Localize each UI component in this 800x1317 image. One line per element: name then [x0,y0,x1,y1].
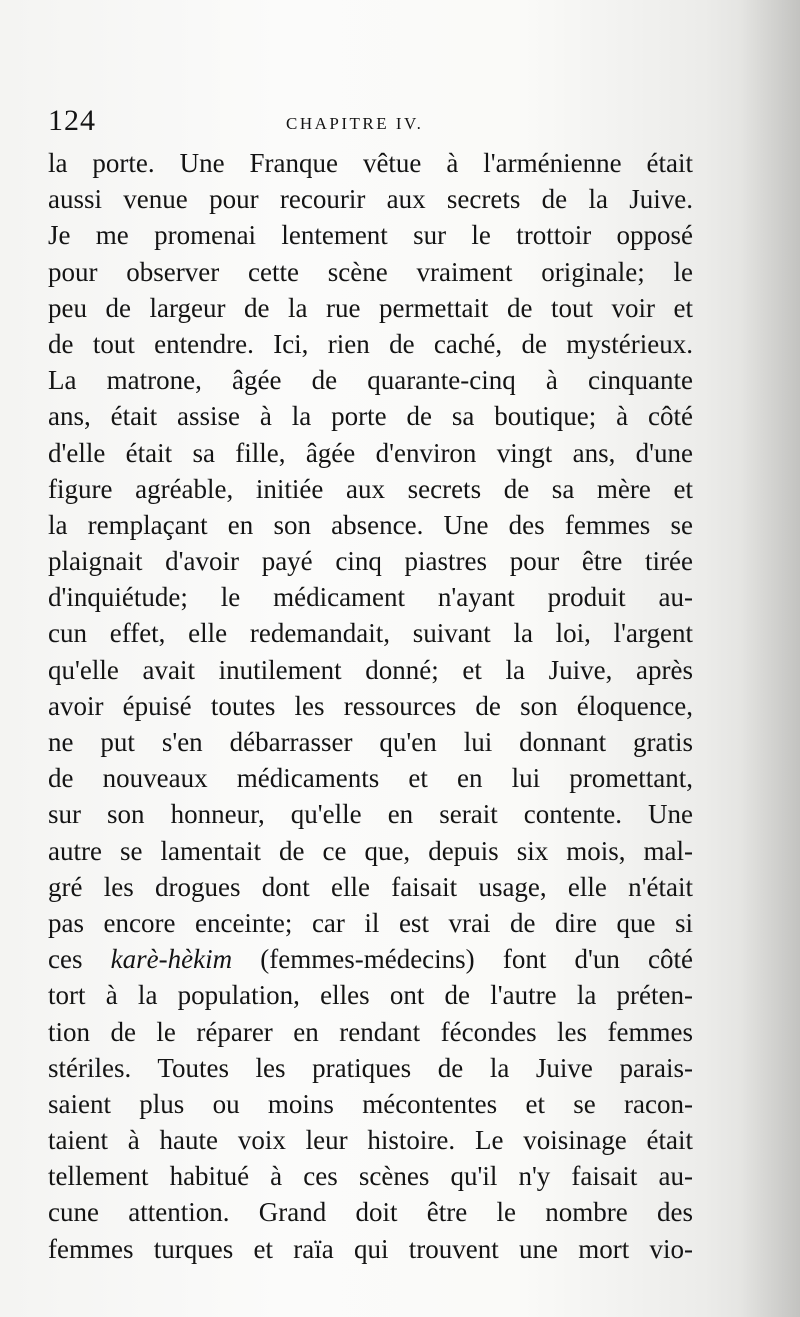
text-line: Je me promenai lentement sur le trottoir opposé [48,220,693,251]
text-line: d'elle était sa fille, âgée d'environ vingt ans, d'une [48,437,693,468]
text-line: de nouveaux médicaments et en lui promettant, [48,763,693,794]
running-head [48,104,698,140]
text-line: peu de largeur de la rue permettait de tout voir et [48,292,693,323]
text-line: tellement habitué à ces scènes qu'il n'y faisait au- [48,1161,693,1192]
text-line: figure agréable, initiée aux secrets de sa mère et [48,473,693,504]
text-line-with-italic [48,941,693,977]
text-fragment: ces [48,944,111,975]
text-line: La matrone, âgée de quarante-cinq à cinquante [48,365,693,396]
text-line: plaignait d'avoir payé cinq piastres pour être tirée [48,546,693,577]
text-line: d'inquiétude; le médicament n'ayant produit au- [48,582,693,613]
text-line: cun effet, elle redemandait, suivant la loi, l'argent [48,618,693,649]
text-line: qu'elle avait inutilement donné; et la Juive, après [48,654,693,685]
text-line: stériles. Toutes les pratiques de la Juive parais- [48,1052,693,1083]
text-line: avoir épuisé toutes les ressources de son éloquence, [48,690,693,721]
text-line: pour observer cette scène vraiment originale; le [48,256,693,287]
italic-term: karè-hèkim [110,944,233,975]
body-text [48,145,693,1267]
text-line: tort à la population, elles ont de l'autre la préten- [48,980,693,1011]
text-line: sur son honneur, qu'elle en serait contente. Une [48,799,693,830]
text-line: tion de le réparer en rendant fécondes les femmes [48,1016,693,1047]
text-line: de tout entendre. Ici, rien de caché, de mystérieux. [48,328,693,359]
text-line: cune attention. Grand doit être le nombre des [48,1197,693,1228]
text-line: taient à haute voix leur histoire. Le voisinage était [48,1125,693,1156]
text-line: autre se lamentait de ce que, depuis six mois, mal- [48,835,693,866]
text-line: aussi venue pour recourir aux secrets de la Juive. [48,184,693,215]
text-line: saient plus ou moins mécontentes et se racon- [48,1088,693,1119]
text-line: gré les drogues dont elle faisait usage, elle n'était [48,871,693,902]
page-edge-shadow [740,0,800,1317]
text-line: ans, était assise à la porte de sa boutique; à côté [48,401,693,432]
page-number: 124 [48,104,96,137]
text-line: ne put s'en débarrasser qu'en lui donnant gratis [48,727,693,757]
text-line: la porte. Une Franque vêtue à l'arménienne était [48,148,693,178]
text-line: femmes turques et raïa qui trouvent une mort vio- [48,1233,693,1264]
text-line: la remplaçant en son absence. Une des femmes se [48,509,693,540]
text-line: pas encore enceinte; car il est vrai de dire que si [48,907,693,938]
chapter-heading: CHAPITRE IV. [286,114,424,133]
text-fragment: (femmes-médecins) font d'un côté [232,944,694,975]
